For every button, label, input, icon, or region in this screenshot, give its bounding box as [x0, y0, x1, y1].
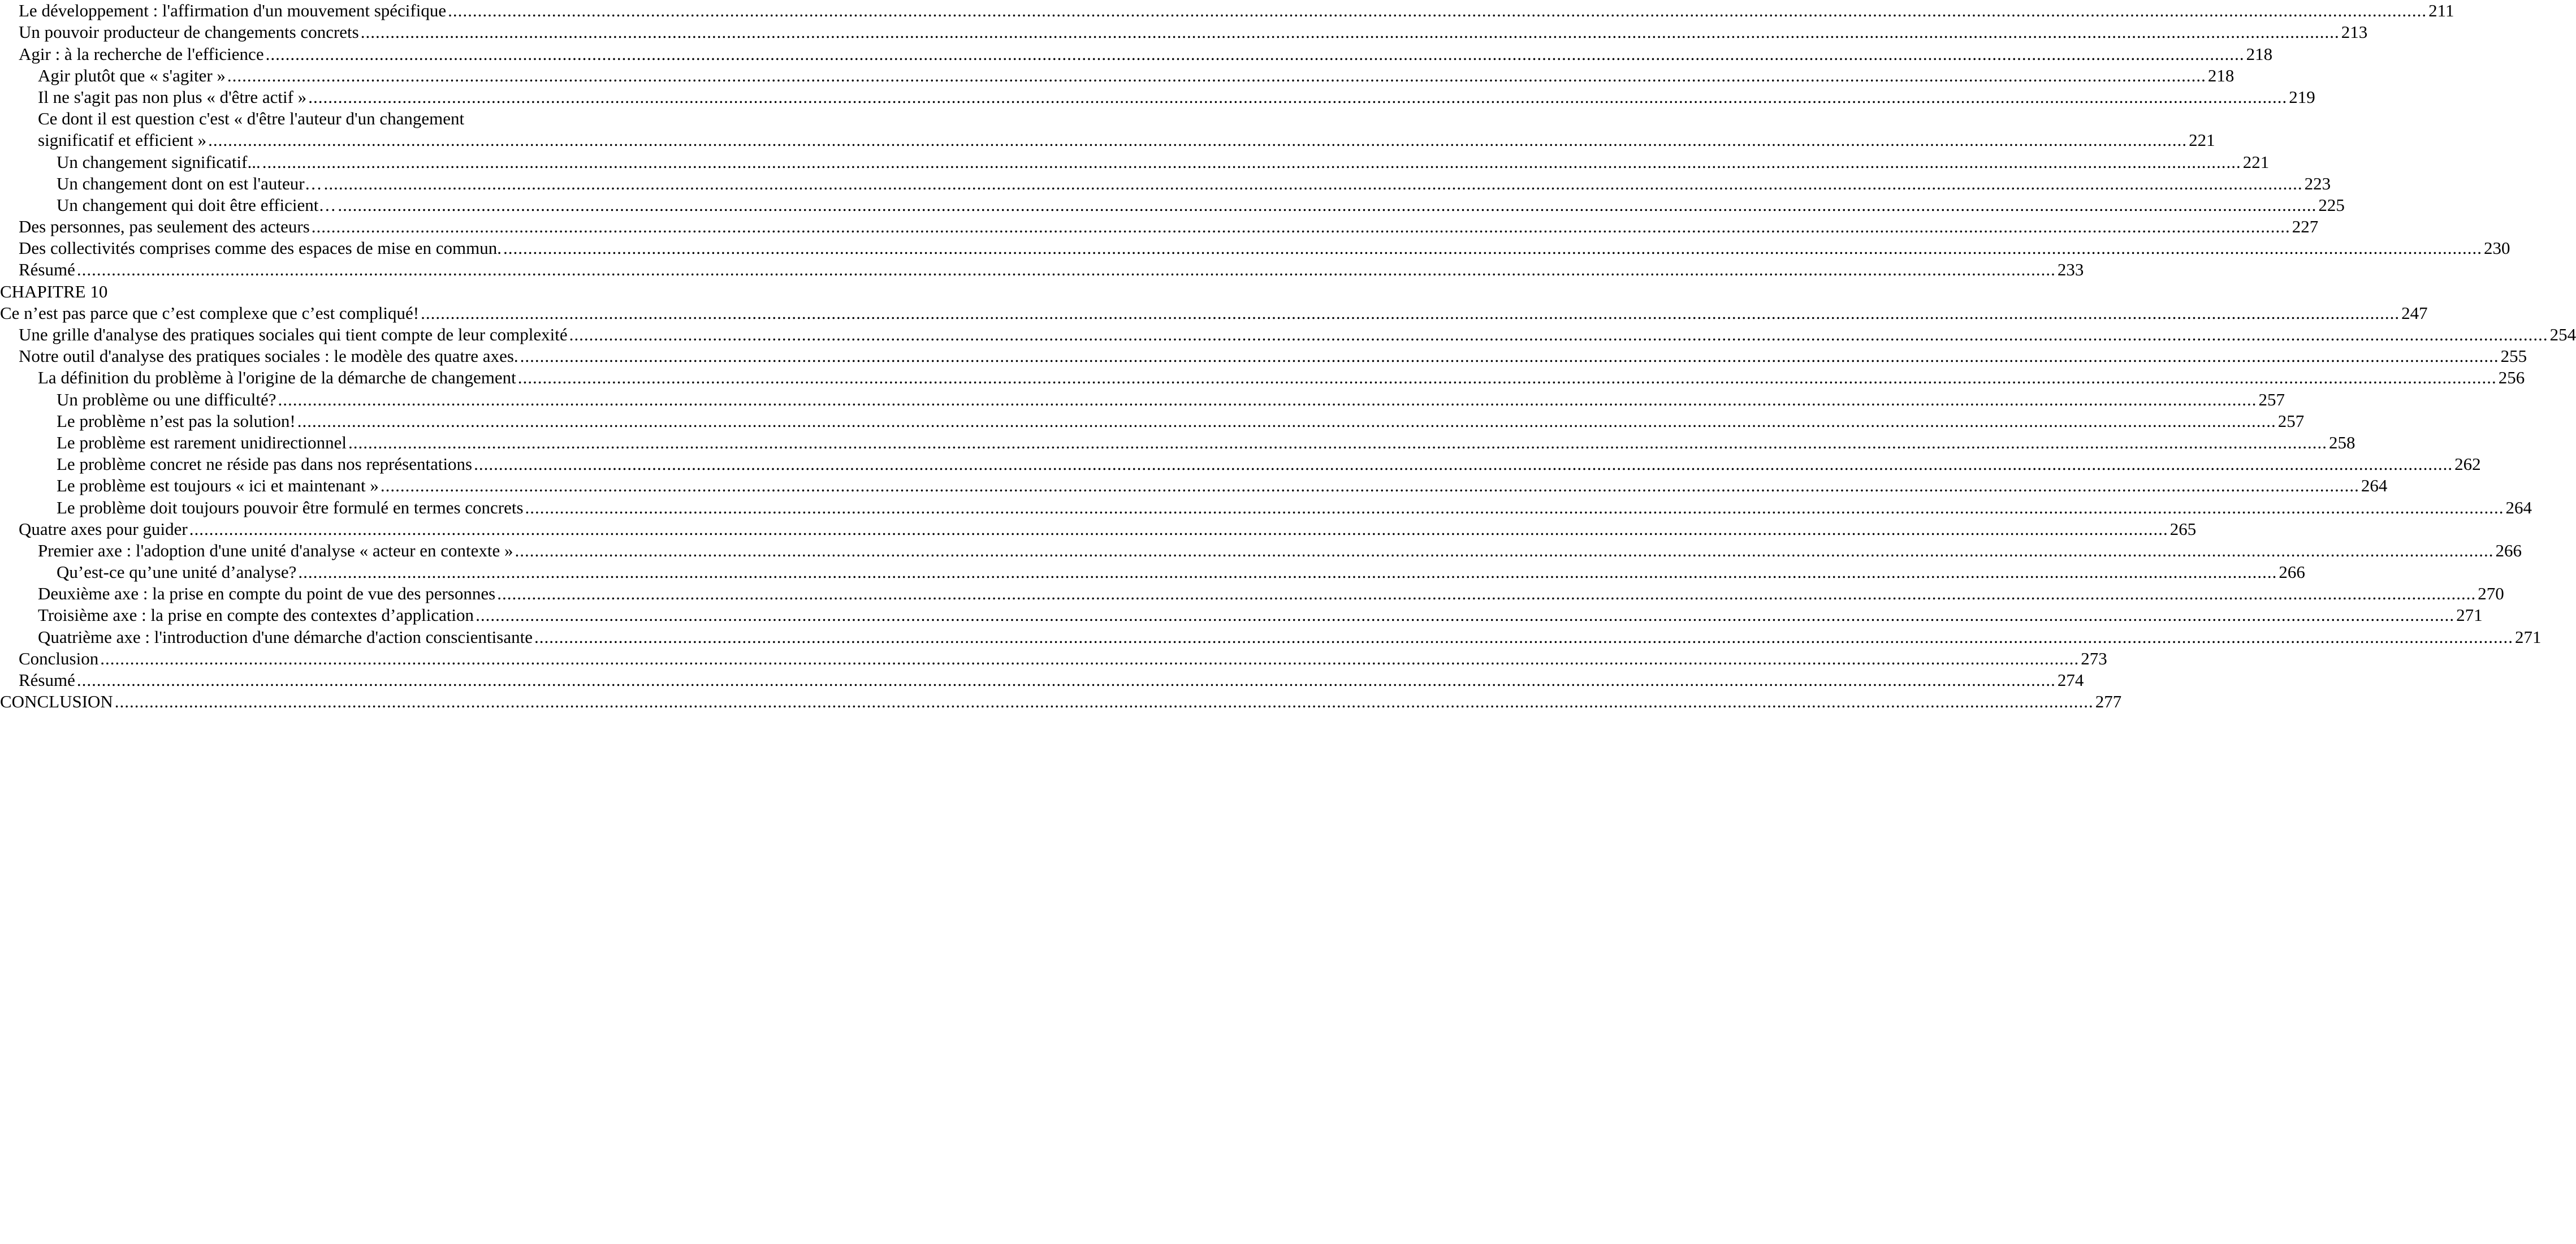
dot-leader: ................................................................................................................................................................................................................................................................................................................................................................................................................	[534, 627, 2513, 647]
dot-leader: ................................................................................................................................................................................................................................................................................................................................................................................................................	[189, 519, 2168, 539]
toc-page-number: 264	[2361, 476, 2388, 496]
toc-entry-text: Un changement dont on est l'auteur…	[57, 173, 322, 193]
toc-page-number: 254	[2549, 325, 2576, 345]
toc-entry-text: Le problème doit toujours pouvoir être formulé en termes concrets	[57, 497, 524, 517]
dot-leader: ................................................................................................................................................................................................................................................................................................................................................................................................................	[298, 562, 2277, 582]
toc-entry-text: Résumé	[19, 260, 75, 280]
toc-page-number: 266	[2279, 562, 2305, 582]
toc-entry-text: Deuxième axe : la prise en compte du point de vue des personnes	[38, 584, 496, 604]
toc-page-number: 256	[2498, 368, 2525, 388]
toc-page-number: 230	[2483, 238, 2510, 258]
dot-leader: ................................................................................................................................................................................................................................................................................................................................................................................................................	[100, 648, 2080, 668]
toc-entry	[0, 65, 2234, 87]
toc-page-number: 277	[2095, 692, 2122, 712]
toc-page-number: 257	[2258, 389, 2285, 409]
toc-page-number: 211	[2428, 1, 2454, 21]
dot-leader: ................................................................................................................................................................................................................................................................................................................................................................................................................	[338, 195, 2317, 215]
toc-entry	[0, 519, 2197, 540]
toc-page-number: 274	[2057, 670, 2084, 690]
toc-page-number: 258	[2329, 432, 2355, 452]
toc-page-number: 266	[2495, 540, 2522, 560]
toc-entry	[0, 87, 2315, 108]
toc-entry	[0, 496, 2532, 518]
toc-entry-text: significatif et efficient »	[38, 130, 207, 150]
dot-leader: ................................................................................................................................................................................................................................................................................................................................................................................................................	[476, 605, 2455, 625]
toc-entry-text: Un changement significatif...	[57, 152, 261, 172]
toc-page-number: 271	[2514, 627, 2542, 647]
toc-page-number: 218	[2246, 44, 2273, 64]
dot-leader: ................................................................................................................................................................................................................................................................................................................................................................................................................	[503, 238, 2482, 258]
toc-entry	[0, 108, 2215, 151]
toc-entry	[0, 388, 2285, 410]
toc-entry-text: Premier axe : l'adoption d'une unité d'analyse « acteur en contexte »	[38, 540, 513, 560]
dot-leader: ................................................................................................................................................................................................................................................................................................................................................................................................................	[348, 432, 2328, 452]
toc-entry-text: Un changement qui doit être efficient…	[57, 195, 336, 215]
dot-leader: ................................................................................................................................................................................................................................................................................................................................................................................................................	[227, 65, 2206, 85]
dot-leader: ................................................................................................................................................................................................................................................................................................................................................................................................................	[525, 497, 2504, 517]
toc-page-number: 221	[2189, 130, 2215, 150]
toc-page-number: 257	[2277, 411, 2305, 431]
toc-page-number: 213	[2341, 22, 2368, 42]
dot-leader: ................................................................................................................................................................................................................................................................................................................................................................................................................	[76, 670, 2056, 690]
toc-entry	[0, 561, 2305, 583]
toc-entry	[0, 648, 2107, 669]
toc-entry-text: Des collectivités comprises comme des espaces de mise en commun.	[19, 238, 502, 258]
toc-entry-text: Agir : à la recherche de l'efficience	[19, 44, 264, 64]
toc-entry-text: Résumé	[19, 670, 75, 690]
toc-entry-text: Le problème concret ne réside pas dans nos représentations	[57, 454, 473, 474]
toc-entry	[0, 43, 2273, 64]
toc-page-number: 270	[2478, 584, 2504, 604]
toc-entry	[0, 303, 2428, 324]
dot-leader: ................................................................................................................................................................................................................................................................................................................................................................................................................	[311, 217, 2290, 237]
toc-entry	[0, 280, 733, 302]
toc-page-number: 271	[2456, 605, 2483, 625]
toc-entry-text: Des personnes, pas seulement des acteurs	[19, 217, 310, 237]
toc-entry	[0, 367, 2525, 388]
dot-leader: ................................................................................................................................................................................................................................................................................................................................................................................................................	[278, 389, 2257, 409]
toc-page-number: 225	[2318, 195, 2345, 215]
toc-entry-text: Quatre axes pour guider	[19, 519, 188, 539]
dot-leader: ................................................................................................................................................................................................................................................................................................................................................................................................................	[297, 411, 2276, 431]
dot-leader: ................................................................................................................................................................................................................................................................................................................................................................................................................	[569, 325, 2548, 345]
toc-entry	[0, 345, 2527, 367]
toc-entry	[0, 237, 2510, 259]
toc-page-number: 233	[2057, 260, 2084, 280]
toc-entry	[0, 21, 2368, 43]
toc-entry-text: Agir plutôt que « s'agiter »	[38, 65, 226, 85]
toc-page-number: 221	[2242, 152, 2270, 172]
toc-entry	[0, 173, 2331, 195]
dot-leader: ................................................................................................................................................................................................................................................................................................................................................................................................................	[265, 44, 2245, 64]
toc-entry-text: Le problème est toujours « ici et maintenant »	[57, 476, 379, 496]
dot-leader: ................................................................................................................................................................................................................................................................................................................................................................................................................	[520, 346, 2499, 366]
toc-entry	[0, 475, 2388, 496]
toc-entry	[0, 669, 2084, 691]
toc-entry-text: Ce n’est pas parce que c’est complexe que c’est compliqué!	[0, 303, 420, 323]
toc-entry	[0, 0, 2454, 21]
dot-leader: ................................................................................................................................................................................................................................................................................................................................................................................................................	[308, 87, 2288, 107]
toc-entry	[0, 411, 2305, 432]
dot-leader: ................................................................................................................................................................................................................................................................................................................................................................................................................	[448, 1, 2427, 21]
toc-heading-text: CHAPITRE 10	[0, 281, 108, 301]
toc-entry	[0, 216, 2319, 237]
toc-page-number: 227	[2292, 217, 2319, 237]
toc-page-number: 264	[2505, 497, 2532, 517]
toc-page-number: 255	[2500, 346, 2527, 366]
toc-entry	[0, 626, 2542, 647]
toc-entry	[0, 151, 2270, 172]
dot-leader: ................................................................................................................................................................................................................................................................................................................................................................................................................	[421, 303, 2400, 323]
toc-entry-text: Troisième axe : la prise en compte des contextes d’application	[38, 605, 474, 625]
dot-leader: ................................................................................................................................................................................................................................................................................................................................................................................................................	[114, 692, 2094, 712]
toc-entry-text: Une grille d'analyse des pratiques sociales qui tient compte de leur complexité	[19, 325, 568, 345]
toc-page-number: 262	[2454, 454, 2481, 474]
toc-entry-text: Il ne s'agit pas non plus « d'être actif »	[38, 87, 307, 107]
dot-leader: ................................................................................................................................................................................................................................................................................................................................................................................................................	[208, 130, 2188, 150]
toc-entry-text: Qu’est-ce qu’une unité d’analyse?	[57, 562, 297, 582]
dot-leader: ................................................................................................................................................................................................................................................................................................................................................................................................................	[360, 22, 2340, 42]
toc-entry	[0, 195, 2345, 216]
toc-page-number: 265	[2169, 519, 2197, 539]
toc-entry-text: La définition du problème à l'origine de la démarche de changement	[38, 368, 516, 388]
toc-page-number: 219	[2289, 87, 2315, 107]
toc-entry	[0, 540, 2522, 561]
toc-entry-text: Notre outil d'analyse des pratiques sociales : le modèle des quatre axes.	[19, 346, 518, 366]
toc-entry	[0, 432, 2355, 453]
toc-entry-text: Un problème ou une difficulté?	[57, 389, 276, 409]
toc-entry-text: Conclusion	[19, 648, 99, 668]
toc-entry-text: Le problème n’est pas la solution!	[57, 411, 296, 431]
toc-entry	[0, 691, 2122, 712]
toc-entry-text-first-line: Ce dont il est question c'est « d'être l'auteur d'un changement	[38, 108, 465, 128]
dot-leader: ................................................................................................................................................................................................................................................................................................................................................................................................................	[497, 584, 2476, 604]
toc-page-number: 223	[2304, 173, 2331, 193]
toc-entry-text: Le développement : l'affirmation d'un mouvement spécifique	[19, 1, 447, 21]
dot-leader: ................................................................................................................................................................................................................................................................................................................................................................................................................	[76, 260, 2056, 280]
toc-entry	[0, 583, 2504, 604]
toc-entry	[0, 259, 2084, 280]
dot-leader: ................................................................................................................................................................................................................................................................................................................................................................................................................	[474, 454, 2453, 474]
dot-leader: ................................................................................................................................................................................................................................................................................................................................................................................................................	[262, 152, 2241, 172]
toc-entry	[0, 604, 2483, 626]
toc-page-number: 247	[2401, 303, 2428, 323]
toc-entry-text: Le problème est rarement unidirectionnel	[57, 432, 347, 452]
dot-leader: ................................................................................................................................................................................................................................................................................................................................................................................................................	[380, 476, 2359, 496]
toc-entry-text: Un pouvoir producteur de changements concrets	[19, 22, 359, 42]
dot-leader: ................................................................................................................................................................................................................................................................................................................................................................................................................	[323, 173, 2303, 193]
toc-entry	[0, 453, 2481, 475]
toc-entry	[0, 324, 2576, 345]
toc-entry-text: Quatrième axe : l'introduction d'une démarche d'action conscientisante	[38, 627, 533, 647]
dot-leader: ................................................................................................................................................................................................................................................................................................................................................................................................................	[517, 368, 2497, 388]
dot-leader: ................................................................................................................................................................................................................................................................................................................................................................................................................	[515, 540, 2494, 560]
toc-entry-text: CONCLUSION	[0, 692, 113, 712]
toc-page-number: 273	[2081, 648, 2107, 668]
toc-page-number: 218	[2207, 65, 2234, 85]
